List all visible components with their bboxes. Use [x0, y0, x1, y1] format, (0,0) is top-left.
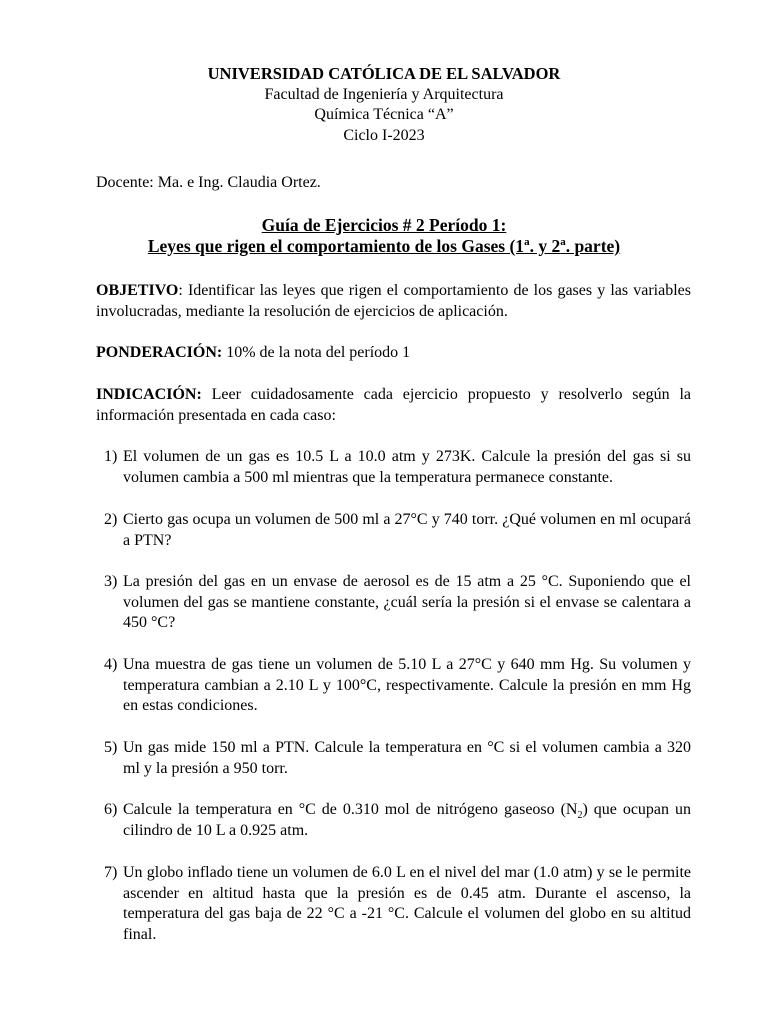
exercise-item	[96, 738, 691, 779]
guide-title-line2: Leyes que rigen el comportamiento de los Gases (1$^a$. y 2$^a$. parte)	[147, 236, 621, 256]
teacher-line: Docente: Ma. e Ing. Claudia Ortez.	[96, 174, 321, 191]
exercise-text: Cierto gas ocupa un volumen de 500 ml a 27°C y 740 torr. ¿Qué volumen en ml ocupará a PTN?	[123, 511, 691, 549]
exercise-text: Un globo inflado tiene un volumen de 6.0 L en el nivel del mar (1.0 atm) y se le permite ascender en altitud hasta que la presión es de 0.45 atm. Durante el ascenso, la temperatura del gas baja de 22 °C a -21 °C. Calcule el volumen del globo en su altitud final.	[123, 864, 691, 943]
exercise-number: 6)	[104, 801, 118, 818]
exercise-number: 1)	[104, 448, 118, 465]
exercise-item	[96, 655, 691, 717]
faculty-name: Facultad de Ingeniería y Arquitectura	[264, 85, 504, 103]
instruction-label: INDICACIÓN:	[96, 386, 202, 403]
exercise-item	[96, 510, 691, 551]
course-name: Química Técnica “A”	[314, 106, 454, 123]
exercise-text: Una muestra de gas tiene un volumen de 5.10 L a 27°C y 640 mm Hg. Su volumen y temperatura cambian a 2.10 L y 100°C, respectivamente. Calcule la presión en mm Hg en estas condiciones.	[123, 656, 691, 714]
document-header	[0, 64, 768, 146]
exercise-number: 4)	[104, 656, 118, 673]
objective-paragraph	[96, 281, 691, 322]
objective-label: OBJETIVO	[96, 282, 179, 299]
objective-text: : Identificar las leyes que rigen el comportamiento de los gases y las variables involucradas, mediante la resolución de ejercicios de aplicación.	[96, 282, 691, 320]
exercise-item	[96, 863, 691, 945]
exercise-text: El volumen de un gas es 10.5 L a 10.0 atm y 273K. Calcule la presión del gas si su volumen cambia a 500 ml mientras que la temperatura permanece constante.	[123, 448, 691, 486]
exercise-number: 2)	[104, 511, 118, 528]
exercise-number: 3)	[104, 573, 118, 590]
exercise-number: 5)	[104, 739, 118, 756]
cycle-label: Ciclo I-2023	[343, 126, 425, 144]
instruction-text: Leer cuidadosamente cada ejercicio propuesto y resolverlo según la información presentada en cada caso:	[96, 386, 691, 424]
exercise-text: La presión del gas en un envase de aerosol es de 15 atm a 25 °C. Suponiendo que el volumen del gas se mantiene constante, ¿cuál sería la presión si el envase se calentara a 450 °C?	[123, 573, 691, 631]
exercise-item	[96, 572, 691, 634]
exercise-text: Un gas mide 150 ml a PTN. Calcule la temperatura en °C si el volumen cambia a 320 ml y la presión a 950 torr.	[123, 739, 691, 777]
weighting-paragraph	[96, 343, 691, 364]
instruction-paragraph	[96, 385, 691, 426]
university-name: UNIVERSIDAD CATÓLICA DE EL SALVADOR	[207, 64, 561, 83]
exercise-number: 7)	[104, 864, 118, 881]
exercise-text: Calcule la temperatura en °C de 0.310 mol de nitrógeno gaseoso $(N_2)$ que ocupan un cilindro de 10 L a 0.925 atm.	[123, 801, 691, 839]
guide-title	[0, 215, 768, 257]
exercise-item	[96, 447, 691, 488]
weighting-text: 10% de la nota del período 1	[222, 344, 411, 361]
weighting-label: PONDERACIÓN:	[96, 344, 223, 361]
guide-title-line1: Guía de Ejercicios # 2 Período 1:	[261, 215, 507, 235]
exercise-item	[96, 800, 691, 841]
